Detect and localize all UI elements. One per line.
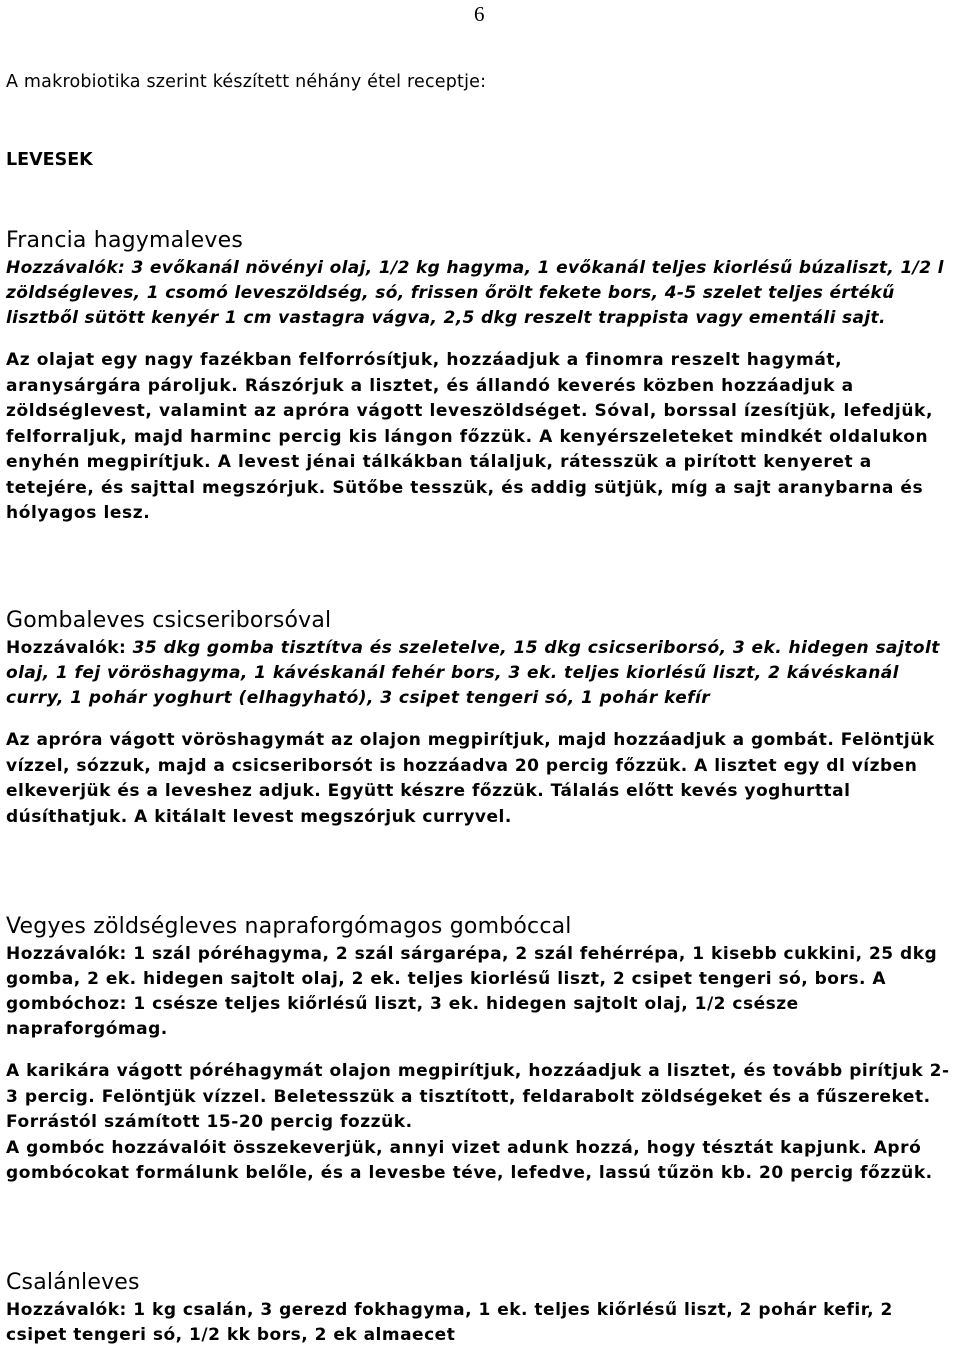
recipe-method: Az apróra vágott vöröshagymát az olajon megpirítjuk, majd hozzáadjuk a gombát. Felöntjük vízzel, sózzuk, majd a csicseriborsót is hozzáadva 20 percig főzzük. A lisztet egy dl vízben elkeverjük és a leveshez adjuk. Együtt készre főzzük. Tálalás előtt kevés yoghurttal dúsíthatjuk. A kitálalt levest megszórjuk curryvel. [6, 730, 935, 827]
recipe-title: Gombaleves csicseriborsóval [6, 608, 332, 633]
ingredients-label: Hozzávalók: [6, 1300, 127, 1320]
ingredients-text: 1 szál póréhagyma, 2 szál sárgarépa, 2 szál fehérrépa, 1 kisebb cukkini, 25 dkg gomba, 2 ek. hidegen sajtolt olaj, 2 ek. teljes kiorlésű liszt, 2 csipet tengeri só, bors. A gombóchoz: 1 csésze teljes kiőrlésű liszt, 3 ek. hidegen sajtolt olaj, 1/2 csésze napraforgómag. [6, 944, 938, 1039]
recipe-ingredients [6, 256, 958, 331]
recipe-ingredients [6, 636, 958, 711]
recipe-title: Vegyes zöldségleves napraforgómagos gombóccal [6, 914, 572, 939]
ingredients-text: 35 dkg gomba tisztítva és szeletelve, 15 dkg csicseriborsó, 3 ek. hidegen sajtolt olaj, 1 fej vöröshagyma, 1 kávéskanál fehér bors, 3 ek. teljes kiorlésű liszt, 2 kávéskanál curry, 1 pohár yoghurt (elhagyható), 3 csipet tengeri só, 1 pohár kefír [6, 638, 940, 708]
recipe-title: Csalánleves [6, 1270, 140, 1295]
section-title: LEVESEK [6, 150, 93, 170]
recipe-method-continued: A gombóc hozzávalóit összekeverjük, annyi vizet adunk hozzá, hogy tésztát kapjunk. Apró gombócokat formálunk belőle, és a levesbe téve, lefedve, lassú tűzön kb. 20 percig főzzük. [6, 1137, 933, 1183]
ingredients-label: Hozzávalók: [6, 638, 127, 658]
recipe-gombaleves [6, 606, 958, 830]
ingredients-text: 1 kg csalán, 3 gerezd fokhagyma, 1 ek. teljes kiőrlésű liszt, 2 pohár kefir, 2 csipet tengeri só, 1/2 kk bors, 2 ek almaecet [6, 1300, 893, 1345]
ingredients-text: 3 evőkanál növényi olaj, 1/2 kg hagyma, 1 evőkanál teljes kiorlésű búzaliszt, 1/2 l zöldségleves, 1 csomó leveszöldség, só, frissen őrölt fekete bors, 4-5 szelet teljes értékű lisztből sütött kenyér 1 cm vastagra vágva, 2,5 dkg reszelt trappista vagy ementáli sajt. [6, 258, 944, 328]
recipe-francia-hagymaleves [6, 226, 958, 527]
recipe-method: Az olajat egy nagy fazékban felforrósítjuk, hozzáadjuk a finomra reszelt hagymát, aranysárgára pároljuk. Rászórjuk a lisztet, és állandó keverés közben hozzáadjuk a zöldséglevest, valamint az apróra vágott leveszöldséget. Sóval, borssal ízesítjük, lefedjük, felforraljuk, majd harminc percig kis lángon főzzük. A kenyérszeleteket mindkét oldalukon enyhén megpirítjuk. A levest jénai tálkákban tálaljuk, rátesszük a pirított kenyeret a tetejére, és sajttal megszórjuk. Sütőbe tesszük, és addig sütjük, míg a sajt aranybarna és hólyagos lesz. [6, 350, 934, 523]
recipe-vegyes-zoldsegleves [6, 912, 958, 1187]
intro-text: A makrobiotika szerint készített néhány étel receptje: [6, 72, 487, 92]
ingredients-label: Hozzávalók: [6, 258, 126, 278]
ingredients-label: Hozzávalók: [6, 944, 127, 964]
recipe-csalanleves [6, 1268, 958, 1348]
recipe-ingredients [6, 942, 958, 1042]
recipe-title: Francia hagymaleves [6, 228, 243, 253]
recipe-method: A karikára vágott póréhagymát olajon megpirítjuk, hozzáadjuk a lisztet, és tovább pirítjuk 2-3 percig. Felöntjük vízzel. Beletesszük a tisztított, feldarabolt zöldségeket és a fűszereket. Forrástól számított 15-20 percig fozzük. [6, 1061, 950, 1132]
page-number: 6 [474, 2, 485, 26]
recipe-ingredients [6, 1298, 958, 1348]
